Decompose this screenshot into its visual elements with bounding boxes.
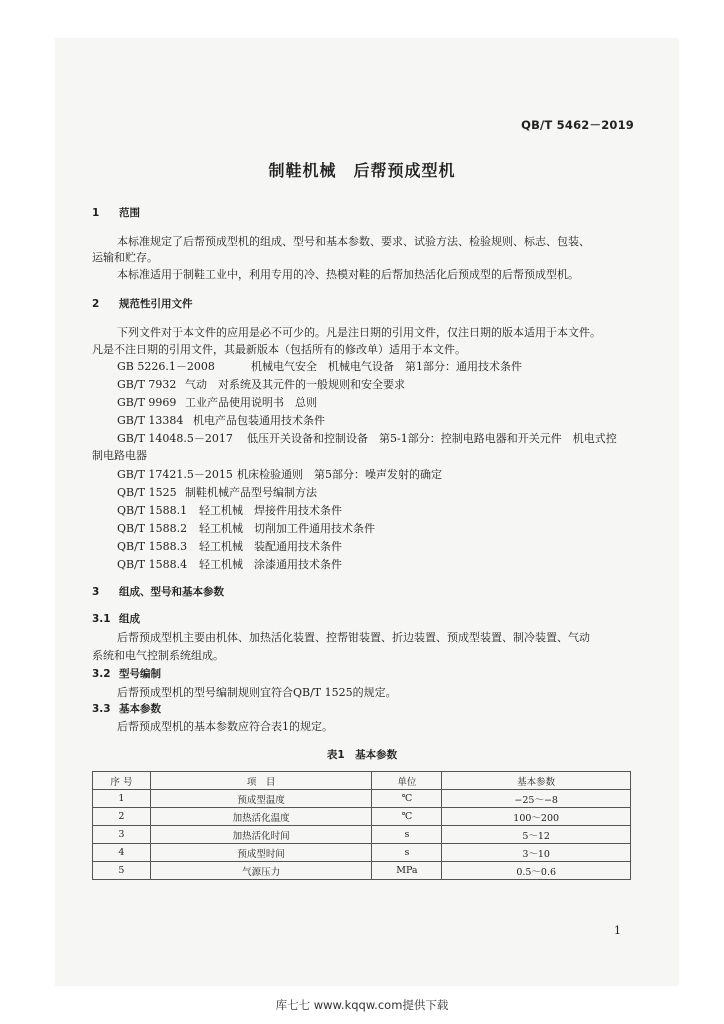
table-cell: ℃ [372,808,442,826]
table-cell: ℃ [372,790,442,808]
table-caption: 表1 基本参数 [326,749,398,761]
reference-item: QB/T 1588.4 轻工机械 涂漆通用技术条件 [117,558,342,571]
table-header-cell: 单位 [372,772,442,790]
section-3-2-heading: 3.2 型号编制 [92,668,161,680]
table-cell: 预成型温度 [150,790,372,808]
section-2-heading: 2 规范性引用文件 [92,298,193,310]
table-cell: 3 [93,826,151,844]
reference-item: GB/T 7932 气动 对系统及其元件的一般规则和安全要求 [117,378,405,391]
table-cell: 0.5～0.6 [442,862,631,880]
table-row [93,862,631,880]
reference-item: QB/T 1525 制鞋机械产品型号编制方法 [117,486,317,499]
table-cell: 100～200 [442,808,631,826]
reference-item: QB/T 1588.3 轻工机械 装配通用技术条件 [117,540,342,553]
reference-item: GB/T 17421.5－2015 机床检验通则 第5部分：噪声发射的确定 [117,468,442,481]
table-cell: 3～10 [442,844,631,862]
reference-item: QB/T 1588.2 轻工机械 切削加工件通用技术条件 [117,522,375,535]
table-cell: 4 [93,844,151,862]
reference-item: GB/T 14048.5－2017 低压开关设备和控制设备 第5-1部分：控制电路电器和开关元件 机电式控 [117,432,617,445]
section-3-heading: 3 组成、型号和基本参数 [92,586,224,598]
section-3-1-line2: 系统和电气控制系统组成。 [92,649,224,662]
table-row [93,826,631,844]
section-1-para1-line2: 运输和贮存。 [92,251,158,264]
table-row [93,790,631,808]
section-2-intro-line2: 凡是不注日期的引用文件，其最新版本（包括所有的修改单）适用于本文件。 [92,343,466,356]
table-header-cell: 项 目 [150,772,372,790]
table-row [93,808,631,826]
table-cell: −25～−8 [442,790,631,808]
reference-item: GB 5226.1－2008 机械电气安全 机械电气设备 第1部分：通用技术条件 [117,360,522,373]
section-1-heading: 1 范围 [92,207,140,219]
reference-item: GB/T 13384 机电产品包装通用技术条件 [117,414,325,427]
table-cell: 加热活化时间 [150,826,372,844]
table-header-cell: 序 号 [93,772,151,790]
section-1-para1-line1: 本标准规定了后帮预成型机的组成、型号和基本参数、要求、试验方法、检验规则、标志、包装、 [117,235,590,248]
reference-item: QB/T 1588.1 轻工机械 焊接件用技术条件 [117,504,342,517]
section-3-3-heading: 3.3 基本参数 [92,703,161,715]
table-cell: 2 [93,808,151,826]
parameters-table [92,771,631,880]
table-cell: 5～12 [442,826,631,844]
reference-item: GB/T 9969 工业产品使用说明书 总则 [117,396,317,409]
section-3-1-line1: 后帮预成型机主要由机体、加热活化装置、控帮钳装置、折边装置、预成型装置、制冷装置、气动 [117,631,590,644]
section-3-3-text: 后帮预成型机的基本参数应符合表1的规定。 [117,720,333,733]
table-cell: s [372,826,442,844]
reference-item-continuation: 制电路电器 [92,449,147,462]
table-row [93,844,631,862]
table-cell: MPa [372,862,442,880]
page-number: 1 [614,924,621,937]
document-title: 制鞋机械 后帮预成型机 [268,161,456,180]
table-cell: 预成型时间 [150,844,372,862]
table-cell: s [372,844,442,862]
table-cell: 5 [93,862,151,880]
table-cell: 1 [93,790,151,808]
table-header-row [93,772,631,790]
table-header-cell: 基本参数 [442,772,631,790]
table-cell: 气源压力 [150,862,372,880]
section-1-para2: 本标准适用于制鞋工业中，利用专用的冷、热模对鞋的后帮加热活化后预成型的后帮预成型机。 [117,268,579,281]
section-3-2-text: 后帮预成型机的型号编制规则宜符合QB/T 1525的规定。 [117,686,397,699]
section-3-1-heading: 3.1 组成 [92,613,140,625]
table-cell: 加热活化温度 [150,808,372,826]
download-footer: 库七七 www.kqqw.com提供下载 [275,998,449,1012]
standard-code: QB/T 5462－2019 [521,118,634,132]
section-2-intro-line1: 下列文件对于本文件的应用是必不可少的。凡是注日期的引用文件，仅注日期的版本适用于本文件。 [117,326,601,339]
